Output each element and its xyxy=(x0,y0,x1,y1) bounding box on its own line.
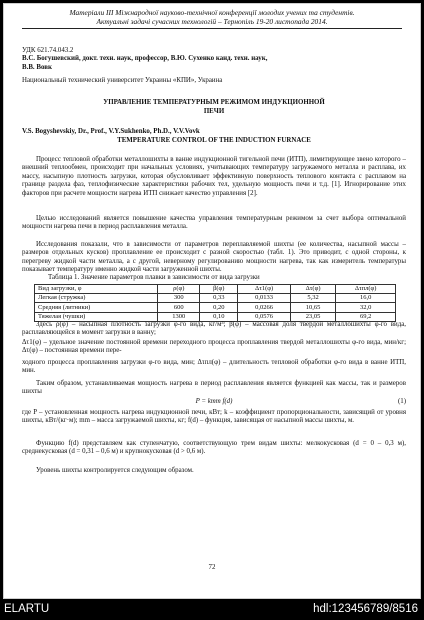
table-header-cell: Δτ1(φ) xyxy=(238,285,290,294)
definitions-1: Здесь ρ(φ) – насыпная плотность загрузки φ-го вида, кг/м³; β(φ) – массовая доля твердой металлошихты φ-го вида, расплавляющейся в момент загрузки в ванну; xyxy=(22,321,406,337)
table-cell: 1300 xyxy=(158,312,200,321)
paragraph-goal: Целью исследований является повышение качества управления температурным режимом за счет выбора оптимальной мощности нагрева печи в период расплавления металла. xyxy=(22,215,406,231)
conference-header-line-1: Матеріали ІІІ Міжнародної науково-технічної конференції молодих учених та студентів. xyxy=(69,8,355,17)
table-cell: 0,0576 xyxy=(238,312,290,321)
title-en: TEMPERATURE CONTROL OF THE INDUCTION FURNACE xyxy=(117,137,311,144)
table-caption: Таблица 1. Значение параметров плавки в зависимости от вида загрузки xyxy=(48,274,260,281)
table-cell: 32,0 xyxy=(336,303,396,312)
handle-identifier: hdl:123456789/8516 xyxy=(313,603,418,615)
table-cell: 0,20 xyxy=(200,303,238,312)
table-cell: 69,2 xyxy=(336,312,396,321)
table-header-cell: ρ(φ) xyxy=(158,285,200,294)
affiliation: Национальный технический университет Украины «КПИ», Украина xyxy=(22,77,223,84)
table-cell: 16,0 xyxy=(336,294,396,303)
table-cell: Тяжелая (чушки) xyxy=(35,312,158,321)
table-cell: 300 xyxy=(158,294,200,303)
table-header-cell: Δτ(φ) xyxy=(290,285,336,294)
paragraph-power: Таким образом, устанавливаемая мощность нагрева в период расплавления является функцией как массы, так и размеров шихты xyxy=(22,380,406,396)
page-number: 72 xyxy=(208,564,216,571)
table-row xyxy=(35,303,396,312)
table-cell: 5,32 xyxy=(290,294,336,303)
paragraph-intro: Процесс тепловой обработки металлошихты в ванне индукционной тигельной печи (ИТП), лимитирующее звено которого – внешний теплообмен, происходит при начальных условиях, учитывающих температуру загружаемого металла и расплава, их массу, насыпную плотность загрузки, которая обусловливает эффективную поверхность теплового контакта с расплавом на границе раздела фаз, теплофизические характеристики рабочих тел, удельную мощность печи и т.д. [1]. Игнорирование этих факторов при расчете мощности нагрева ИТП снижает качество управления [2]. xyxy=(22,156,406,197)
formula-number: (1) xyxy=(397,398,406,405)
header-divider xyxy=(22,28,402,29)
table-cell: 0,33 xyxy=(200,294,238,303)
table-header-cell: β(φ) xyxy=(200,285,238,294)
document-page xyxy=(3,3,421,599)
table-cell: 0,10 xyxy=(200,312,238,321)
paragraph-level: Уровень шихты контролируется следующим образом. xyxy=(36,467,194,474)
definitions-3: ходного процесса проплавления загрузки φ-го вида, мин; Δτпл(φ) – длительность тепловой обработки φ-го вида в ванне ИТП, мин. xyxy=(22,359,406,375)
definitions-2: Δτ1(φ) – удельное значение постоянной времени переходного процесса проплавления твердой металлошихты φ-го вида, мин/кг; Δτ(φ) – постоянная времени пере- xyxy=(22,339,406,355)
repository-name: ELARTU xyxy=(4,603,50,615)
title-ru-line-1: УПРАВЛЕНИЕ ТЕМПЕРАТУРНЫМ РЕЖИМОМ ИНДУКЦИОННОЙ xyxy=(103,99,325,106)
table-cell: 600 xyxy=(158,303,200,312)
table-cell: 0,0133 xyxy=(238,294,290,303)
authors-ru-cont: В.В. Вовк xyxy=(22,64,52,71)
table-header-cell: Вид загрузки, φ xyxy=(35,285,158,294)
table-cell: Легкая (стружка) xyxy=(35,294,158,303)
conference-header-line-2: Актуальні задачі сучасних технологій – Тернопіль 19-20 листопада 2014. xyxy=(96,17,328,26)
table-cell: 23,05 xyxy=(290,312,336,321)
formula: P = kmm f(d) xyxy=(195,398,233,405)
authors-en: V.S. Bogyshevskiy, Dr., Prof., V.Y.Sukhenko, Ph.D., V.V.Vovk xyxy=(22,128,200,135)
table-row xyxy=(35,294,396,303)
table-cell: 0,0266 xyxy=(238,303,290,312)
paragraph-function: Функцию f(d) представляем как ступенчатую, соответствующую трем видам шихты: мелкокусковая (d = 0 – 0,3 м), среднекусковая (d = 0,31 – 0,6 м) и крупнокусковая (d > 0,6 м). xyxy=(22,440,406,456)
table-cell: 10,65 xyxy=(290,303,336,312)
udc-code: УДК 621.74.043.2 xyxy=(22,47,74,54)
table-header-row xyxy=(35,285,396,294)
table-header-cell: Δτпл(φ) xyxy=(336,285,396,294)
table-row xyxy=(35,312,396,321)
title-ru-line-2: ПЕЧИ xyxy=(203,108,225,115)
table-cell: Средняя (литники) xyxy=(35,303,158,312)
melt-parameters-table xyxy=(34,284,396,322)
paragraph-research: Исследования показали, что в зависимости от параметров переплавляемой шихты (ее количества, насыпной массы – размеров отдельных кусков) проплавление ее происходит с разной скоростью (табл. 1). Это приводит, с одной стороны, к перегреву жидкой части металла, а с другой, неверному регулированию мощности нагрева, так как измеритель температуры показывает температуру именно жидкой части загруженной шихты. xyxy=(22,241,406,274)
paragraph-where: где P – установленная мощность нагрева индукционной печи, кВт; k – коэффициент пропорциональности, зависящий от уровня шихты, кВт/(кг·м); mm – масса загружаемой шихты, кг; f(d) – функция, зависящая от насыпной массы шихты, м. xyxy=(22,409,406,425)
viewer-footer-bar xyxy=(0,599,424,620)
authors-ru: В.С. Богушевский, докт. техн. наук, профессор, В.Ю. Сухенко канд. техн. наук, xyxy=(22,55,268,62)
